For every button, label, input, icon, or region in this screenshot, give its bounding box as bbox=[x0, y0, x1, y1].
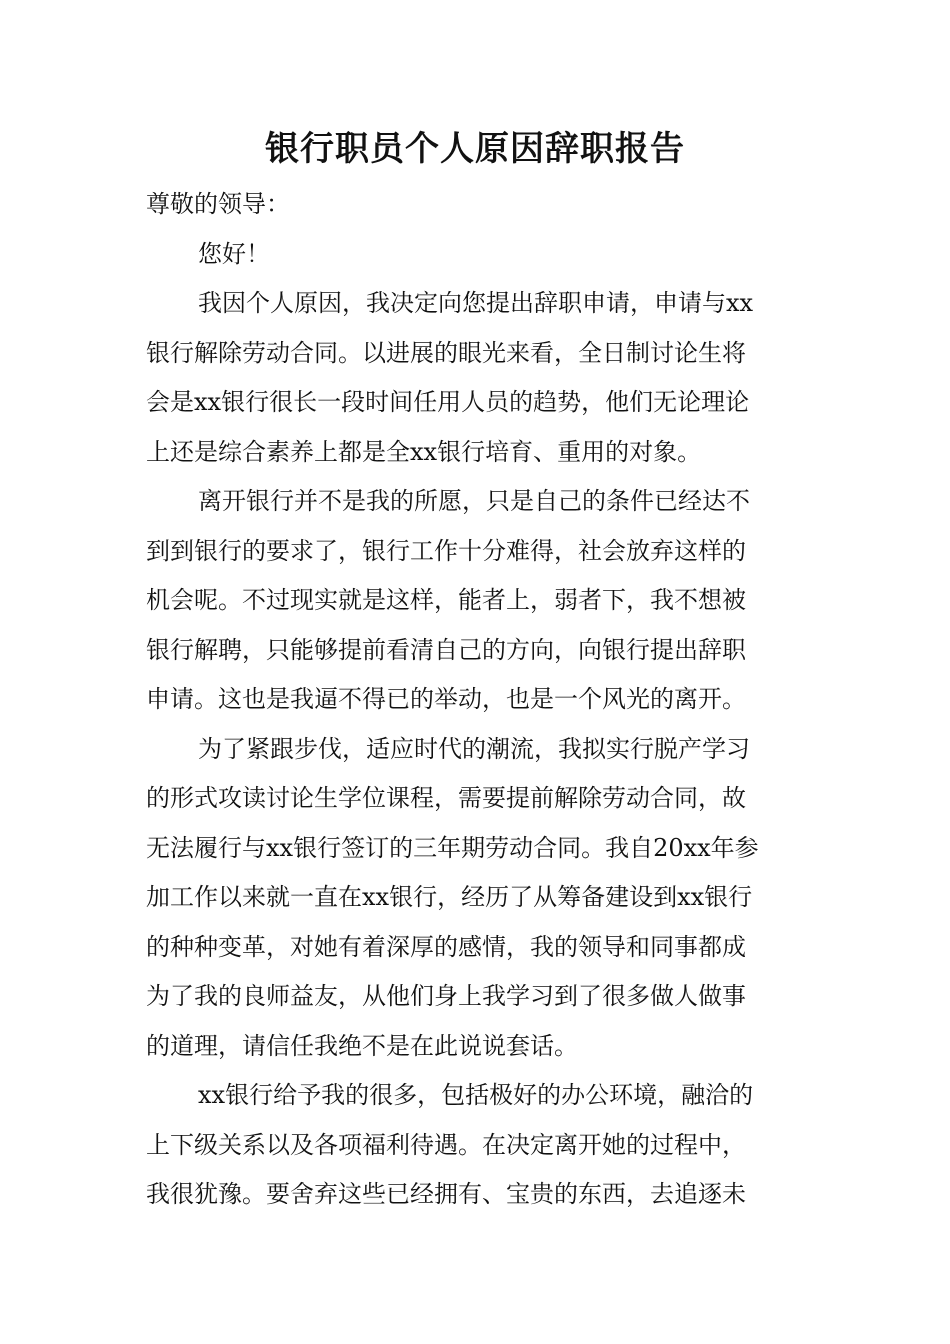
paragraph-line: 的种种变革，对她有着深厚的感情，我的领导和同事都成 bbox=[146, 932, 746, 961]
paragraph-2 bbox=[146, 477, 810, 725]
document-body bbox=[146, 180, 810, 1220]
paragraph-line: xx银行给予我的很多，包括极好的办公环境，融洽的 bbox=[198, 1081, 754, 1109]
paragraph-line: 银行解除劳动合同。以进展的眼光来看，全日制讨论生将 bbox=[146, 338, 746, 367]
paragraph-line: 的道理，请信任我绝不是在此说说套话。 bbox=[146, 1031, 578, 1060]
paragraph-line: 申请。这也是我逼不得已的举动，也是一个风光的离开。 bbox=[146, 685, 746, 713]
salutation: 尊敬的领导： bbox=[146, 190, 290, 218]
paragraph-line: 无法履行与xx银行签订的三年期劳动合同。我自20xx年参 bbox=[146, 833, 759, 862]
paragraph-line: 我很犹豫。要舍弃这些已经拥有、宝贵的东西，去追逐未 bbox=[146, 1180, 746, 1208]
greeting: 您好！ bbox=[198, 239, 270, 268]
paragraph-line: 机会呢。不过现实就是这样，能者上，弱者下，我不想被 bbox=[146, 586, 746, 614]
paragraph-line: 我因个人原因，我决定向您提出辞职申请，申请与xx bbox=[198, 289, 754, 317]
paragraph-line: 到到银行的要求了，银行工作十分难得，社会放弃这样的 bbox=[146, 536, 746, 565]
paragraph-line: 为了我的良师益友，从他们身上我学习到了很多做人做事 bbox=[146, 982, 746, 1010]
paragraph-4 bbox=[146, 1071, 810, 1220]
paragraph-line: 上下级关系以及各项福利待遇。在决定离开她的过程中， bbox=[146, 1130, 746, 1159]
paragraph-1 bbox=[146, 279, 810, 477]
paragraph-line: 上还是综合素养上都是全xx银行培育、重用的对象。 bbox=[146, 437, 702, 466]
paragraph-3 bbox=[146, 725, 810, 1072]
paragraph-line: 银行解聘，只能够提前看清自己的方向，向银行提出辞职 bbox=[146, 635, 746, 664]
paragraph-line: 为了紧跟步伐，适应时代的潮流，我拟实行脱产学习 bbox=[198, 734, 750, 763]
document-title: 银行职员个人原因辞职报告 bbox=[265, 129, 685, 169]
paragraph-line: 离开银行并不是我的所愿，只是自己的条件已经达不 bbox=[198, 487, 750, 515]
paragraph-line: 会是xx银行很长一段时间任用人员的趋势，他们无论理论 bbox=[146, 388, 750, 416]
paragraph-line: 加工作以来就一直在xx银行，经历了从筹备建设到xx银行 bbox=[146, 883, 753, 911]
paragraph-line: 的形式攻读讨论生学位课程，需要提前解除劳动合同，故 bbox=[146, 784, 746, 812]
